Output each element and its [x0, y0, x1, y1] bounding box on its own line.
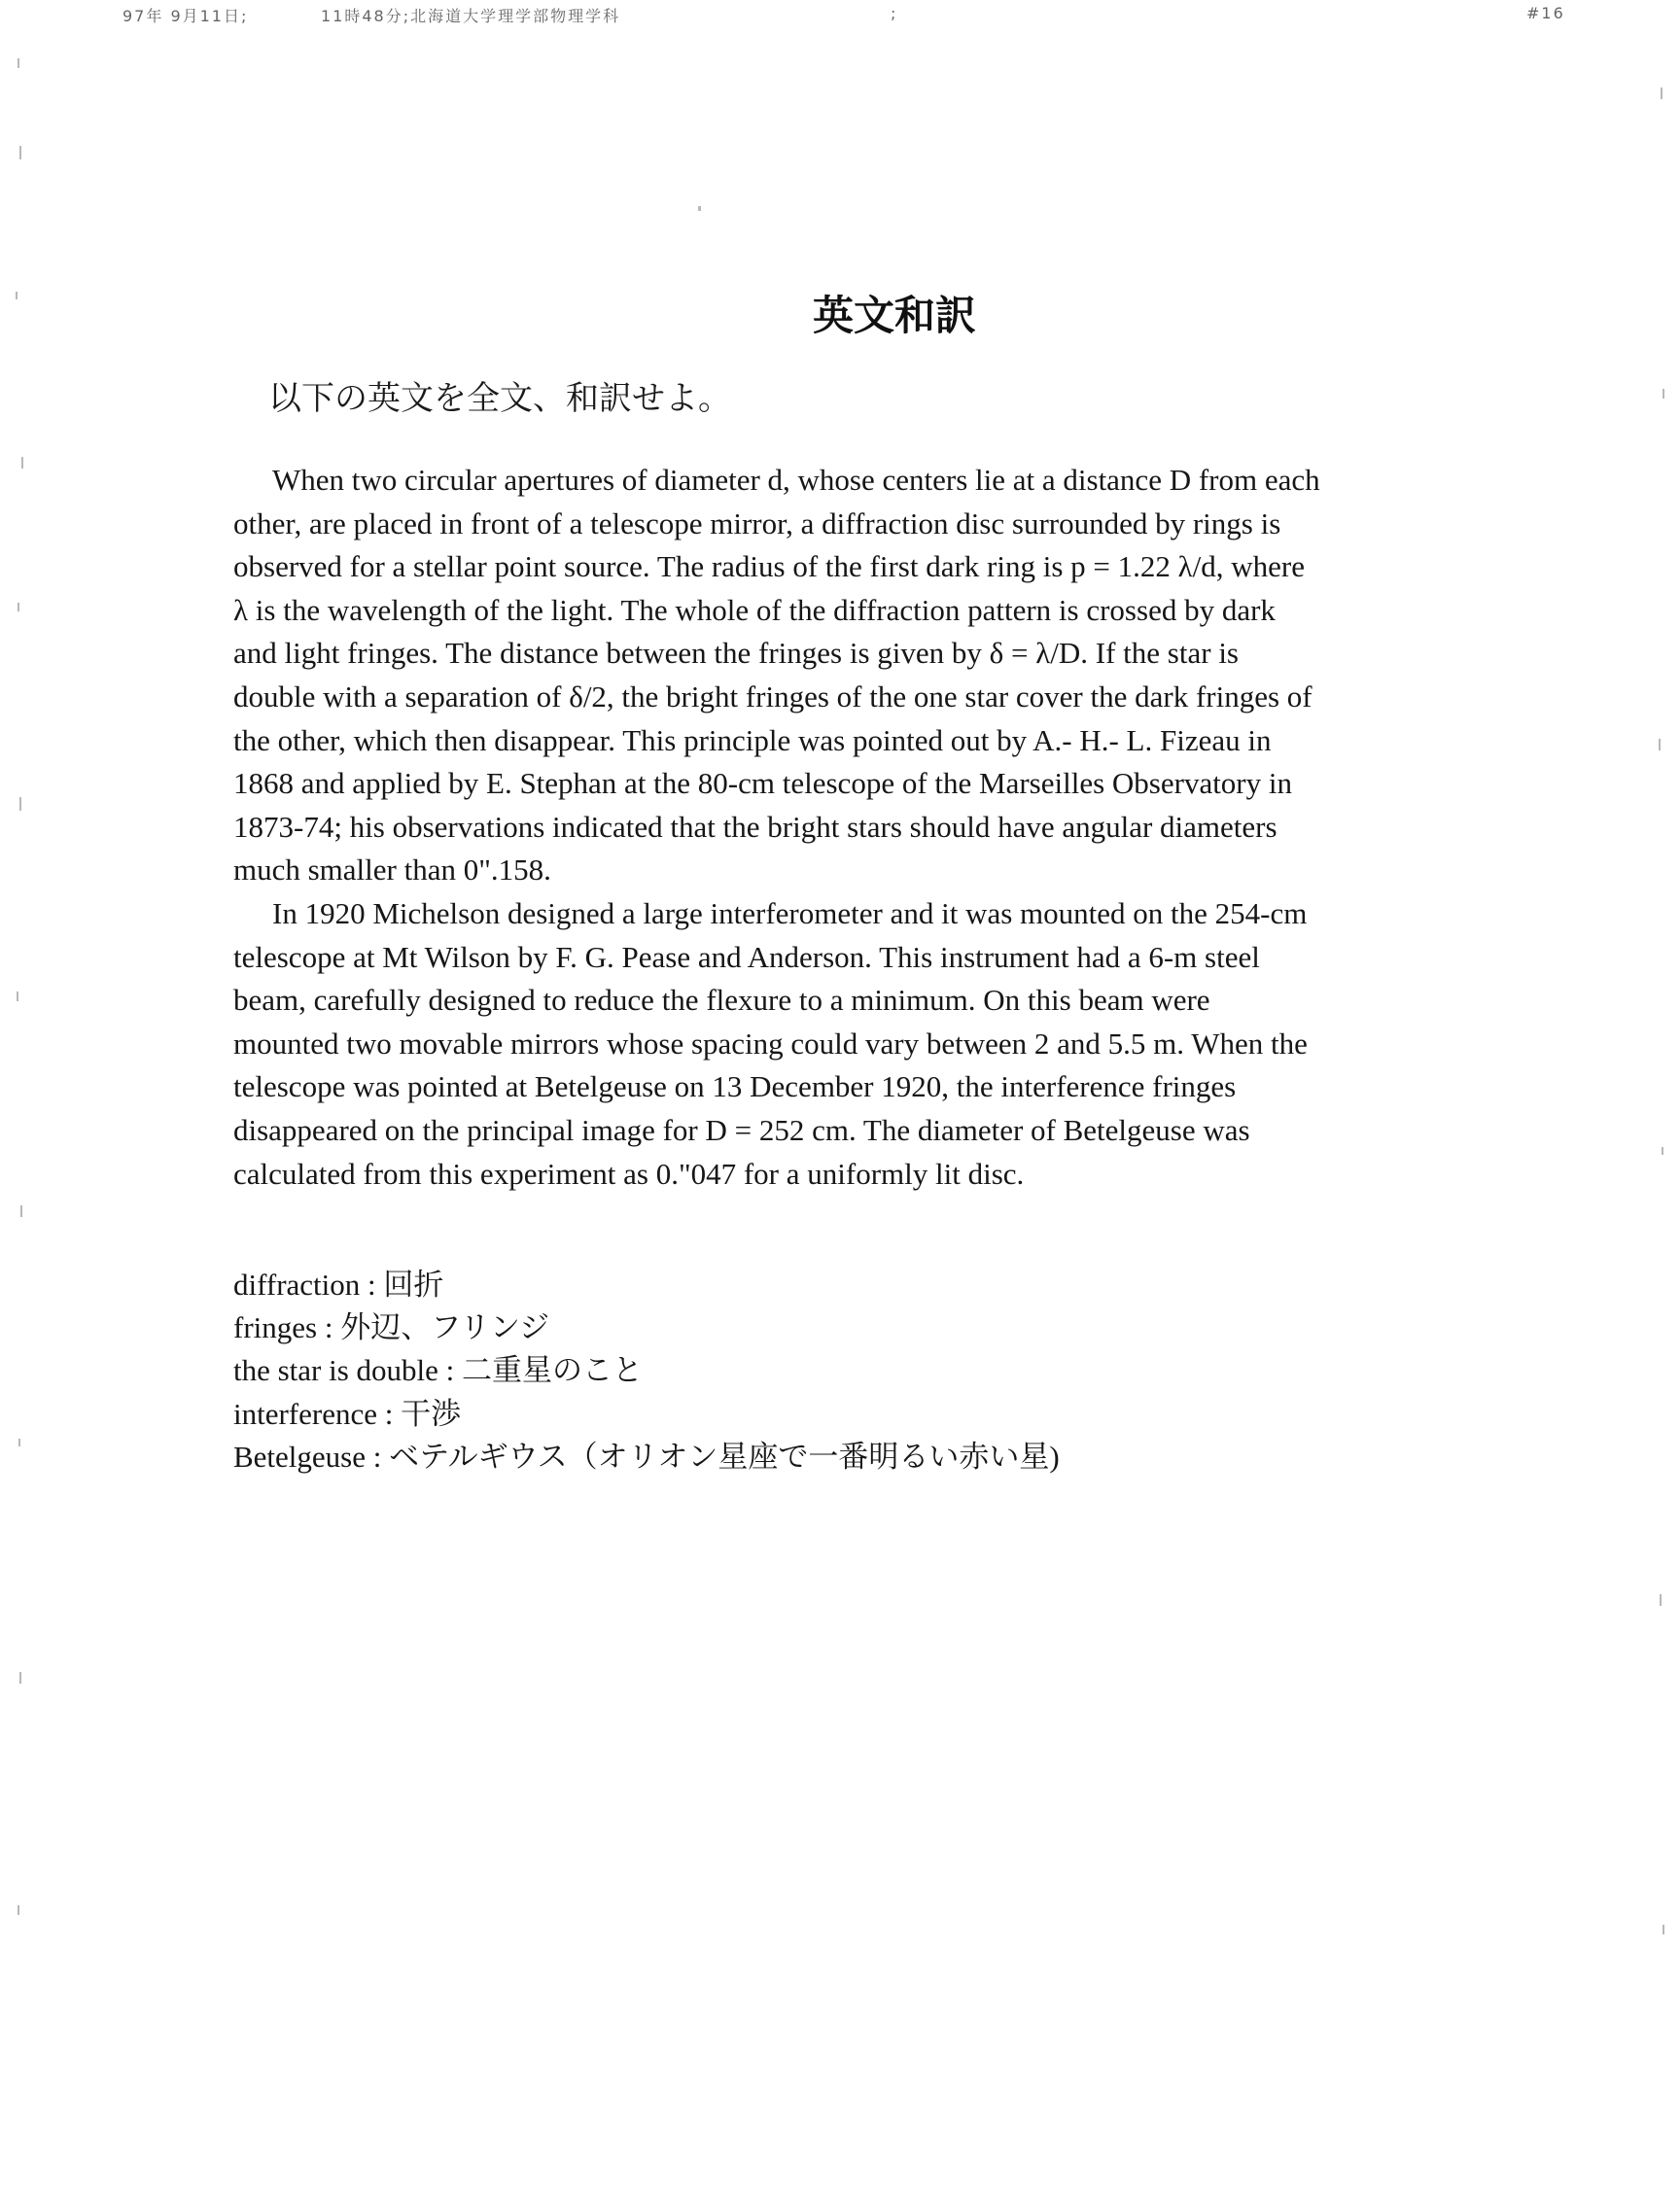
- passage-line: telescope was pointed at Betelgeuse on 13 December 1920, the interference fringes: [233, 1069, 1237, 1104]
- scan-speck: [1662, 389, 1664, 399]
- passage-line: the other, which then disappear. This principle was pointed out by A.- H.- L. Fizeau in: [233, 722, 1272, 757]
- fax-page-number: #16: [1526, 4, 1565, 22]
- scan-speck: [18, 1439, 20, 1446]
- scan-speck: [18, 58, 19, 68]
- scan-speck: [20, 1205, 22, 1217]
- glossary-item: Betelgeuse : ベテルギウス（オリオン星座で一番明るい赤い星): [233, 1439, 1060, 1474]
- passage-line: beam, carefully designed to reduce the flexure to a minimum. On this beam were: [233, 983, 1210, 1018]
- passage-line: 1868 and applied by E. Stephan at the 80-cm telescope of the Marseilles Observatory in: [233, 766, 1292, 801]
- scan-speck: [16, 292, 18, 299]
- page-title: 英文和訳: [812, 292, 976, 339]
- glossary-item: fringes : 外辺、フリンジ: [233, 1310, 550, 1345]
- paragraph-2: [233, 892, 1507, 1196]
- scan-speck: [1662, 1147, 1663, 1155]
- passage-line: and light fringes. The distance between the fringes is given by δ = λ/D. If the star is: [233, 636, 1239, 671]
- scan-speck: [698, 206, 701, 211]
- scan-speck: [21, 457, 23, 469]
- fax-date: 97年 9月11日;: [122, 7, 249, 25]
- scan-speck: [1662, 1925, 1664, 1934]
- passage-line: 1873-74; his observations indicated that the bright stars should have angular diameters: [233, 809, 1278, 844]
- glossary-item: interference : 干渉: [233, 1396, 462, 1431]
- passage: [233, 459, 1507, 1196]
- passage-line: λ is the wavelength of the light. The whole of the diffraction pattern is crossed by dark: [233, 592, 1276, 627]
- passage-line: In 1920 Michelson designed a large interferometer and it was mounted on the 254-cm: [272, 895, 1308, 930]
- scan-speck: [19, 1672, 21, 1684]
- passage-line: When two circular apertures of diameter d, whose centers lie at a distance D from each: [272, 463, 1320, 497]
- fax-header: [0, 4, 1680, 27]
- scan-speck: [1659, 739, 1661, 750]
- scan-speck: [1660, 1594, 1662, 1606]
- scan-speck: [18, 603, 19, 611]
- scan-speck: [19, 146, 21, 159]
- fax-sender: 11時48分;北海道大学理学部物理学科: [321, 7, 621, 25]
- passage-line: double with a separation of δ/2, the bright fringes of the one star cover the dark fringes of: [233, 679, 1312, 714]
- scan-speck: [17, 992, 18, 1001]
- passage-line: observed for a stellar point source. The radius of the first dark ring is p = 1.22 λ/d, where: [233, 549, 1306, 584]
- passage-line: disappeared on the principal image for D = 252 cm. The diameter of Betelgeuse was: [233, 1112, 1250, 1147]
- fax-separator: ;: [891, 4, 898, 22]
- passage-line: other, are placed in front of a telescope mirror, a diffraction disc surrounded by rings is: [233, 505, 1281, 540]
- glossary-item: diffraction : 回折: [233, 1268, 444, 1302]
- scan-speck: [19, 797, 21, 811]
- passage-line: calculated from this experiment as 0."047 for a uniformly lit disc.: [233, 1156, 1025, 1191]
- paragraph-1: [233, 459, 1507, 892]
- passage-line: mounted two movable mirrors whose spacing could vary between 2 and 5.5 m. When the: [233, 1026, 1308, 1061]
- glossary: [233, 1264, 1060, 1479]
- passage-line: much smaller than 0".158.: [233, 853, 551, 888]
- scan-speck: [1661, 87, 1662, 99]
- glossary-item: the star is double : 二重星のこと: [233, 1353, 644, 1388]
- passage-line: telescope at Mt Wilson by F. G. Pease and Anderson. This instrument had a 6-m steel: [233, 939, 1260, 974]
- instruction-text: 以下の英文を全文、和訳せよ。: [268, 379, 731, 418]
- scan-speck: [18, 1905, 19, 1915]
